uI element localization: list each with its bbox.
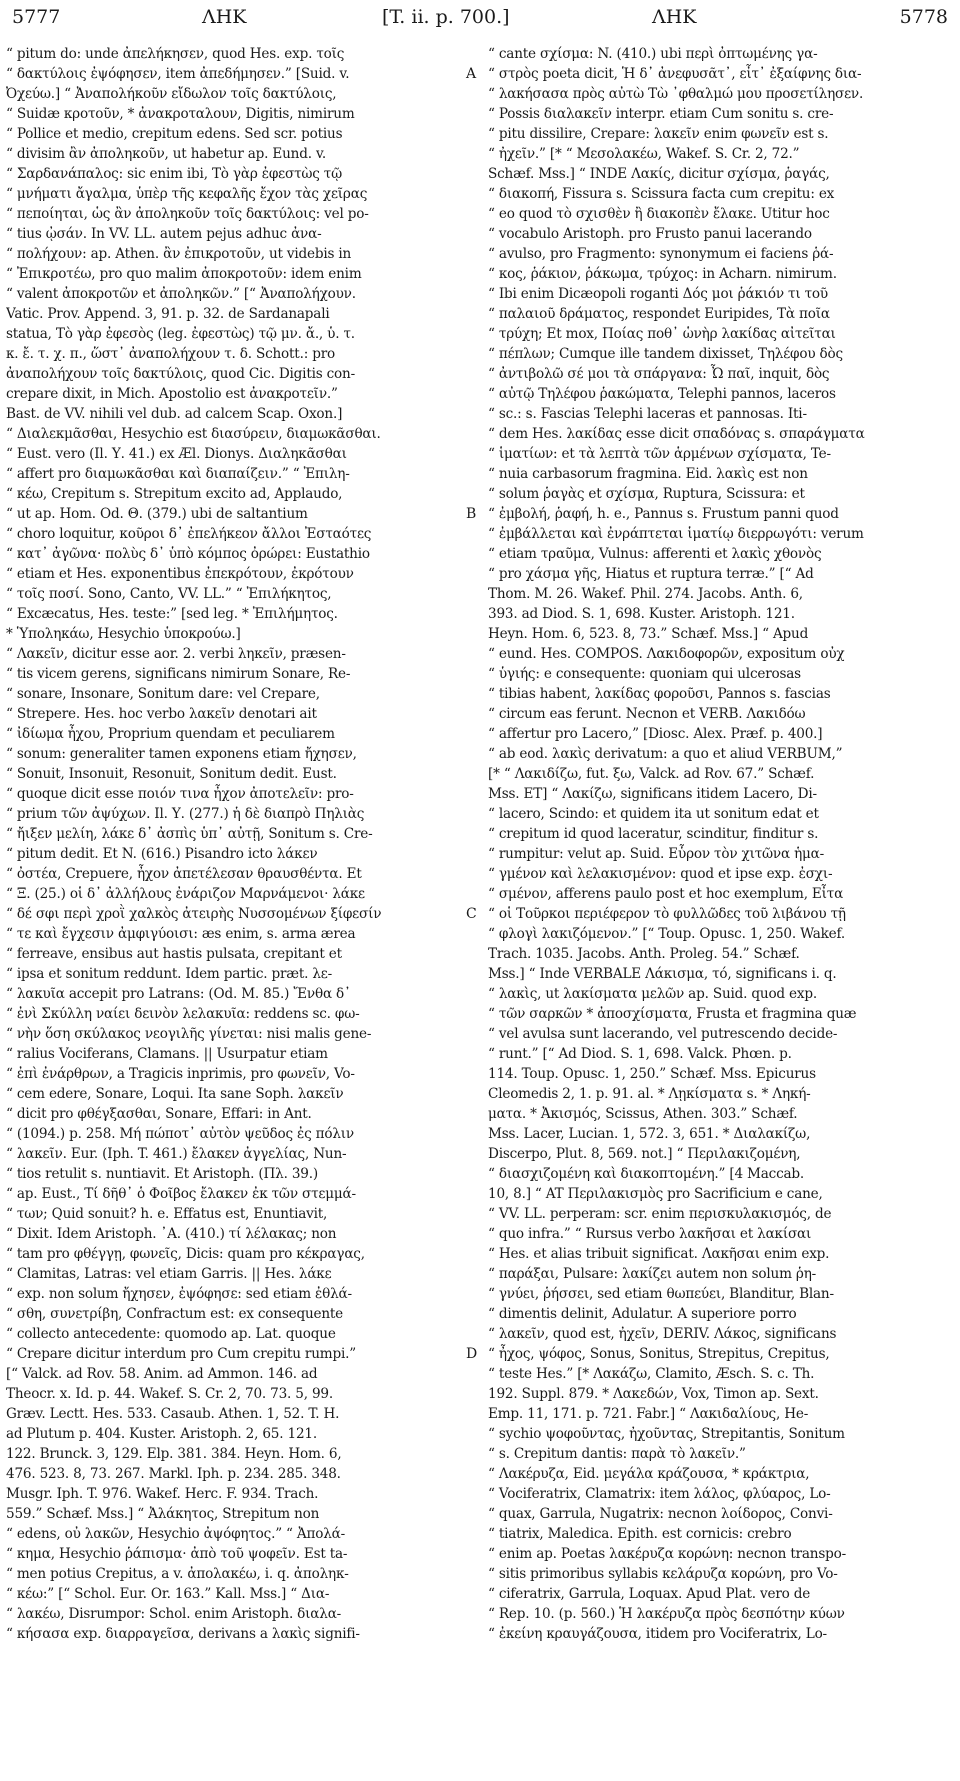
text-line: “ pitum do: unde ἀπελήκησεν, quod Hes. exp. τοῖς bbox=[6, 46, 345, 62]
text-line: Cleomedis 2, 1. p. 91. al. * Λῃκίσματα s. * Ληκή- bbox=[488, 1086, 811, 1102]
text-line: “ ἀντιβολῶ σέ μοι τὰ σπάργανα: Ὦ παῖ, inquit, δὸς bbox=[488, 366, 830, 382]
text-line: “ Suidæ κροτοῦν, * ἀνακροταλουν, Digitis, nimirum bbox=[6, 106, 355, 122]
text-line: “ Hes. et alias tribuit significat. Λακῆσαι enim exp. bbox=[488, 1246, 830, 1262]
text-line: ματα. * Ἀκισμός, Scissus, Athen. 303.” Schæf. bbox=[488, 1106, 798, 1122]
text-line: “ μνήματι ἄγαλμα, ὑπὲρ τῆς κεφαλῆς ἔχον τὰς χεῖρας bbox=[6, 186, 368, 202]
text-line: “ ferreave, ensibus aut hastis pulsata, crepitant et bbox=[6, 946, 342, 962]
text-line: “ λακυῖα accepit pro Latrans: (Od. M. 85.) Ἔνθα δ᾽ bbox=[6, 986, 351, 1002]
text-line: “ vel avulsa sunt lacerando, vel putrescendo decide- bbox=[488, 1026, 838, 1042]
text-line: “ Vociferatrix, Clamatrix: item λάλος, φλύαρος, Lo- bbox=[488, 1486, 831, 1502]
text-line: “ etiam τραῦμα, Vulnus: afferenti et λακὶς χθονὸς bbox=[488, 546, 822, 562]
text-line: Trach. 1035. Jacobs. Anth. Proleg. 54.” Schæf. bbox=[488, 946, 800, 962]
text-line: “ eund. Hes. COMPOS. Λακιδοφορῶν, expositum οὐχ bbox=[488, 646, 845, 662]
text-line: “ λακὶς, ut λακίσματα μελῶν ap. Suid. quod exp. bbox=[488, 986, 817, 1002]
text-line: Thom. M. 26. Wakef. Phil. 274. Jacobs. Anth. 6, bbox=[488, 586, 803, 602]
text-line: “ πεποίηται, ὡς ἂν ἀποληκοῦν τοῖς δακτύλοις: vel po- bbox=[6, 206, 369, 222]
text-line: “ Dixit. Idem Aristoph. ᾽Α. (410.) τί λέλακας; non bbox=[6, 1226, 337, 1242]
text-line: “ Λακέρυζα, Eid. μεγάλα κράζουσα, * κράκτρια, bbox=[488, 1466, 810, 1482]
text-line: “ ut ap. Hom. Od. Θ. (379.) ubi de saltantium bbox=[6, 506, 308, 522]
volume-reference: [T. ii. p. 700.] bbox=[382, 6, 510, 28]
text-line: “ pro χάσμα γῆς, Hiatus et ruptura terræ.” [“ Ad bbox=[488, 566, 814, 582]
text-line: “ Eust. vero (Il. Υ. 41.) ex Æl. Dionys. Διαληκᾶσθαι bbox=[6, 446, 347, 462]
text-line: * Ὑποληκάω, Hesychio ὑποκρούω.] bbox=[6, 626, 241, 642]
text-line: 122. Brunck. 3, 129. Elp. 381. 384. Heyn. Hom. 6, bbox=[6, 1446, 342, 1462]
text-line: 393. ad Diod. S. 1, 698. Kuster. Aristoph. 121. bbox=[488, 606, 795, 622]
text-line: “ ὑγιής: e consequente: quoniam qui ulcerosas bbox=[488, 666, 801, 682]
text-line: “ Διαλεκμᾶσθαι, Hesychio est διασύρειν, διαμωκᾶσθαι. bbox=[6, 426, 381, 442]
text-line: “ δέ σφι περὶ χροῒ χαλκὸς ἀτειρὴς Νυσσομένων ξίφεσίν bbox=[6, 906, 382, 922]
text-line: “ avulso, pro Fragmento: synonymum ei faciens ῥά- bbox=[488, 246, 834, 262]
text-line: Ὀχεύω.] “ Ἀναπολήκοῦν εἴδωλον τοῖς δακτύλοις, bbox=[6, 86, 337, 102]
text-line: “ γνύει, ῥήσσει, sed etiam θωπεύει, Blanditur, Blan- bbox=[488, 1286, 834, 1302]
text-line: crepare dixit, in Mich. Apostolio est ἀνακροτεῖν.” bbox=[6, 386, 338, 402]
text-line: “ men potius Crepitus, a v. ἀπολακέω, i. q. ἀποληκ- bbox=[6, 1566, 349, 1582]
text-line: “ sonum: generaliter tamen exponens etiam ἤχησεν, bbox=[6, 746, 357, 762]
text-line: “ Ξ. (25.) οἱ δ᾽ ἀλλήλους ἐνάριζον Μαρνάμενοι· λάκε bbox=[6, 886, 365, 902]
text-line: “ tios retulit s. nuntiavit. Et Aristoph. (Πλ. 39.) bbox=[6, 1166, 318, 1182]
text-line: 192. Suppl. 879. * Λακεδών, Vox, Timon ap. Sext. bbox=[488, 1386, 819, 1402]
text-line: “ tiatrix, Maledica. Epith. est cornicis: crebro bbox=[488, 1526, 792, 1542]
text-line: “ ipsa et sonitum reddunt. Idem partic. præt. λε- bbox=[6, 966, 333, 982]
text-line: 559.” Schæf. Mss.] “ Ἀλάκητος, Strepitum non bbox=[6, 1506, 320, 1522]
text-line: “ sc.: s. Fascias Telephi laceras et pannosas. Iti- bbox=[488, 406, 807, 422]
text-line: “ divisim ἂν ἀποληκοῦν, ut habetur ap. Eund. v. bbox=[6, 146, 326, 162]
text-line: “ ap. Eust., Τί δῆθ᾽ ὁ Φοῖβος ἔλακεν ἐκ τῶν στεμμά- bbox=[6, 1186, 356, 1202]
text-line: “ quax, Garrula, Nugatrix: necnon λοίδορος, Convi- bbox=[488, 1506, 833, 1522]
section-marker-b: B bbox=[466, 506, 477, 522]
section-marker-d: D bbox=[466, 1346, 478, 1362]
text-line: “ quoque dicit esse ποιόν τινα ἦχον ἀποτελεῖν: pro- bbox=[6, 786, 354, 802]
text-line: Græv. Lectt. Hes. 533. Casaub. Athen. 1, 52. T. H. bbox=[6, 1406, 340, 1422]
text-line: “ dem Hes. λακίδας esse dicit σπαδόνας s. σπαράγματα bbox=[488, 426, 865, 442]
text-line: “ ἐνὶ Σκύλλη ναίει δεινὸν λελακυῖα: reddens sc. φω- bbox=[6, 1006, 360, 1022]
text-line: “ λακήσασα πρὸς αὐτὼ Τὼ ᾽φθαλμώ μου προσετίλησεν. bbox=[488, 86, 864, 102]
text-line: “ pitu dissilire, Crepare: λακεῖν enim φωνεῖν est s. bbox=[488, 126, 829, 142]
right-column bbox=[488, 44, 956, 1774]
section-marker-a: A bbox=[466, 66, 477, 82]
text-line: “ sonare, Insonare, Sonitum dare: vel Crepare, bbox=[6, 686, 320, 702]
text-line: “ ἰδίωμα ἦχου, Proprium quendam et peculiarem bbox=[6, 726, 335, 742]
text-line: “ Excæcatus, Hes. teste:” [sed leg. * Ἐπιλήμητος. bbox=[6, 606, 338, 622]
section-marker-c: C bbox=[466, 906, 477, 922]
text-line: “ Strepere. Hes. hoc verbo λακεῖν denotari ait bbox=[6, 706, 317, 722]
text-line: “ λακέω, Disrumpor: Schol. enim Aristoph. διαλα- bbox=[6, 1606, 342, 1622]
text-line: “ etiam et Hes. exponentibus ἐπεκρότουν, ἐκρότουν bbox=[6, 566, 354, 582]
text-line: Heyn. Hom. 6, 523. 8, 73.” Schæf. Mss.] “ Apud bbox=[488, 626, 809, 642]
text-line: “ κατ᾽ ἀγῶνα· πολὺς δ᾽ ὑπὸ κόμπος ὀρώρει: Eustathio bbox=[6, 546, 370, 562]
text-line: “ Rep. 10. (p. 560.) Ἡ λακέρυζα πρὸς δεσπότην κύων bbox=[488, 1606, 845, 1622]
text-line: “ pitum dedit. Et N. (616.) Pisandro icto λάκεν bbox=[6, 846, 318, 862]
running-head-left: ΛΗΚ bbox=[202, 6, 247, 28]
text-line: “ rumpitur: velut ap. Suid. Εὗρον τὸν χιτῶνα ἡμα- bbox=[488, 846, 825, 862]
text-line: “ dicit pro φθέγξασθαι, Sonare, Effari: in Ant. bbox=[6, 1106, 312, 1122]
text-line: ad Plutum p. 404. Kuster. Aristoph. 2, 65. 121. bbox=[6, 1426, 317, 1442]
text-line: “ affertur pro Lacero,” [Diosc. Alex. Præf. p. 400.] bbox=[488, 726, 823, 742]
text-line: “ σθη, συνετρίβη, Confractum est: ex consequente bbox=[6, 1306, 344, 1322]
text-line: “ circum eas ferunt. Necnon et VERB. Λακιδόω bbox=[488, 706, 806, 722]
text-line: “ valent ἀποκροτῶν et ἀποληκῶν.” [“ Ἀναπολήχουν. bbox=[6, 286, 356, 302]
text-line: “ ὀστέα, Crepuere, ἦχον ἀπετέλεσαν θραυσθέντα. Et bbox=[6, 866, 362, 882]
text-line: “ ἐμβάλλεται καὶ ἐνράπτεται ἱματίῳ διερρωγότι: verum bbox=[488, 526, 864, 542]
text-line: “ σμένον, afferens paulo post et hoc exemplum, Εἶτα bbox=[488, 886, 844, 902]
page-number-left: 5777 bbox=[12, 6, 61, 28]
text-line: “ ἦχος, ψόφος, Sonus, Sonitus, Strepitus, Crepitus, bbox=[488, 1346, 830, 1362]
text-line: “ ἐμβολή, ῥαφή, h. e., Pannus s. Frustum panni quod bbox=[488, 506, 839, 522]
running-head-right: ΛΗΚ bbox=[652, 6, 697, 28]
text-line: “ runt.” [“ Ad Diod. S. 1, 698. Valck. Phœn. p. bbox=[488, 1046, 792, 1062]
text-line: “ νὴν ὅση σκύλακος νεογιλῆς γίνεται: nisi malis gene- bbox=[6, 1026, 372, 1042]
text-line: “ ciferatrix, Garrula, Loquax. Apud Plat. vero de bbox=[488, 1586, 811, 1602]
text-line: “ κέω, Crepitum s. Strepitum excito ad, Applaudo, bbox=[6, 486, 343, 502]
text-line: Mss. Lacer, Lucian. 1, 572. 3, 651. * Διαλακίζω, bbox=[488, 1126, 811, 1142]
text-line: Mss.] “ Inde VERBALE Λάκισμα, τό, significans i. q. bbox=[488, 966, 837, 982]
text-line: “ enim ap. Poetas λακέρυζα κορώνη: necnon transpo- bbox=[488, 1546, 846, 1562]
text-line: “ collecto antecedente: quomodo ap. Lat. quoque bbox=[6, 1326, 336, 1342]
text-line: “ prium τῶν ἀψύχων. Il. Υ. (277.) ἡ δὲ διαπρὸ Πηλιὰς bbox=[6, 806, 365, 822]
text-line: Musgr. Iph. T. 976. Wakef. Herc. F. 934. Trach. bbox=[6, 1486, 319, 1502]
text-line: Discerpo, Plut. 8, 569. not.] “ Περιλακιζομένη, bbox=[488, 1146, 801, 1162]
text-line: ἀναπολήχουν τοῖς δακτύλοις, quod Cic. Digitis con- bbox=[6, 366, 355, 382]
text-line: “ τοῖς ποσί. Sono, Canto, VV. LL.” “ Ἐπιλήκητος, bbox=[6, 586, 332, 602]
text-line: “ δακτύλοις ἐψόφησεν, item ἀπεδήμησεν.” [Suid. v. bbox=[6, 66, 350, 82]
text-line: Emp. 11, 171. p. 721. Fabr.] “ Λακιδαλίους, He- bbox=[488, 1406, 809, 1422]
text-line: “ tam pro φθέγγῃ, φωνεῖς, Dicis: quam pro κέκραγας, bbox=[6, 1246, 365, 1262]
text-line: “ exp. non solum ἤχησεν, ἐψόφησε: sed etiam ἐθλά- bbox=[6, 1286, 352, 1302]
text-line: 10, 8.] “ AT Περιλακισμὸς pro Sacrificium e cane, bbox=[488, 1186, 823, 1202]
text-line: “ tius ᾠσάν. In VV. LL. autem pejus adhuc ἀνα- bbox=[6, 226, 322, 242]
text-line: “ Pollice et medio, crepitum edens. Sed scr. potius bbox=[6, 126, 343, 142]
page-header bbox=[12, 6, 948, 36]
text-line: “ eo quod τὸ σχισθὲν ἢ διακοπὲν ἔλακε. Utitur hoc bbox=[488, 206, 830, 222]
text-line: “ ralius Vociferans, Clamans. || Usurpatur etiam bbox=[6, 1046, 328, 1062]
text-line: Schæf. Mss.] “ INDE Λακίς, dicitur σχίσμα, ῥαγάς, bbox=[488, 166, 830, 182]
text-line: “ κημα, Hesychio ῥάπισμα· ἀπὸ τοῦ ψοφεῖν. Est ta- bbox=[6, 1546, 348, 1562]
text-line: “ ἐπὶ ἐνάρθρων, a Tragicis inprimis, pro φωνεῖν, Vo- bbox=[6, 1066, 355, 1082]
text-line: “ ἠχεῖν.” [* “ Μεσολακέω, Wakef. S. Cr. 2, 72.” bbox=[488, 146, 800, 162]
text-line: “ tibias habent, λακίδας φοροῦσι, Pannos s. fascias bbox=[488, 686, 831, 702]
page-number-right: 5778 bbox=[899, 6, 948, 28]
text-line: “ solum ῥαγὰς et σχίσμα, Ruptura, Scissura: et bbox=[488, 486, 805, 502]
text-line: “ VV. LL. perperam: scr. enim περισκυλακισμός, de bbox=[488, 1206, 832, 1222]
text-line: “ πολήχουν: ap. Athen. ἂν ἐπικροτοῦν, ut videbis in bbox=[6, 246, 352, 262]
text-line: Vatic. Prov. Append. 3, 91. p. 32. de Sardanapali bbox=[6, 306, 330, 322]
text-line: “ διακοπή, Fissura s. Scissura facta cum crepitu: ex bbox=[488, 186, 835, 202]
text-line: [“ Valck. ad Rov. 58. Anim. ad Ammon. 146. ad bbox=[6, 1366, 318, 1382]
left-column bbox=[6, 44, 477, 1774]
text-line: “ πέπλων; Cumque ille tandem dixisset, Τηλέφου δὸς bbox=[488, 346, 843, 362]
text-line: “ γμένον καὶ λελακισμένον: quod et ipse exp. ἐσχι- bbox=[488, 866, 833, 882]
text-line: “ τῶν σαρκῶν * ἀποσχίσματα, Frusta et fragmina quæ bbox=[488, 1006, 857, 1022]
text-line: “ κήσασα exp. διαρραγεῖσα, derivans a λακὶς signifi- bbox=[6, 1626, 360, 1642]
text-line: “ των; Quid sonuit? h. e. Effatus est, Enuntiavit, bbox=[6, 1206, 328, 1222]
text-line: 114. Toup. Opusc. 1, 250.” Schæf. Mss. Epicurus bbox=[488, 1066, 816, 1082]
text-line: “ (1094.) p. 258. Μή πώποτ᾽ αὐτὸν ψεῦδος ἐς πόλιν bbox=[6, 1126, 354, 1142]
text-line: “ tis vicem gerens, significans nimirum Sonare, Re- bbox=[6, 666, 351, 682]
text-line: “ κέω:” [“ Schol. Eur. Or. 163.” Kall. Mss.] “ Δια- bbox=[6, 1586, 330, 1602]
text-line: Mss. ET] “ Λακίζω, significans itidem Lacero, Di- bbox=[488, 786, 817, 802]
text-line: “ Clamitas, Latras: vel etiam Garris. || Hes. λάκε bbox=[6, 1266, 332, 1282]
text-line: “ παλαιοῦ δράματος, respondet Euripides, Τὰ ποῖα bbox=[488, 306, 830, 322]
text-line: “ cante σχίσμα: N. (410.) ubi περὶ ὀπτωμένης γα- bbox=[488, 46, 818, 62]
text-line: “ κος, ῥάκιον, ῥάκωμα, τρύχος: in Acharn. nimirum. bbox=[488, 266, 837, 282]
text-line: “ cem edere, Sonare, Loqui. Ita sane Soph. λακεῖν bbox=[6, 1086, 344, 1102]
text-line: “ sitis primoribus syllabis κελάρυζα κορώνη, pro Vo- bbox=[488, 1566, 838, 1582]
text-line: “ Ἐπικροτέω, pro quo malim ἀποκροτοῦν: idem enim bbox=[6, 266, 362, 282]
text-line: statua, Τὸ γὰρ ἐφεσὸς (leg. ἐφεστὼς) τῷ μν. ἄ., ὑ. τ. bbox=[6, 326, 355, 342]
text-line: “ ἐκείνη κραυγάζουσα, itidem pro Vociferatrix, Lo- bbox=[488, 1626, 827, 1642]
text-line: “ ἱματίων: et τὰ λεπτὰ τῶν ἁρμένων σχίσματα, Te- bbox=[488, 446, 831, 462]
text-line: “ παράξαι, Pulsare: λακίζει autem non solum ῥη- bbox=[488, 1266, 817, 1282]
text-line: “ Crepare dicitur interdum pro Cum crepitu rumpi.” bbox=[6, 1346, 356, 1362]
text-line: “ Ibi enim Dicæopoli roganti Δός μοι ῥάκιόν τι τοῦ bbox=[488, 286, 828, 302]
text-line: “ ἤιξεν μελίη, λάκε δ᾽ ἀσπὶς ὑπ᾽ αὐτῇ, Sonitum s. Cre- bbox=[6, 826, 373, 842]
text-line: “ crepitum id quod laceratur, scinditur, finditur s. bbox=[488, 826, 819, 842]
text-line: “ στρὸς poeta dicit, Ἡ δ᾽ ἀνεφυσᾶτ᾽, εἶτ᾽ ἐξαίφνης δια- bbox=[488, 66, 862, 82]
text-line: “ sychio ψοφοῦντας, ἠχοῦντας, Strepitantis, Sonitum bbox=[488, 1426, 845, 1442]
text-line: Theocr. x. Id. p. 44. Wakef. S. Cr. 2, 70. 73. 5, 99. bbox=[6, 1386, 333, 1402]
text-line: “ nuia carbasorum fragmina. Eid. λακὶς est non bbox=[488, 466, 808, 482]
text-line: “ ab eod. λακὶς derivatum: a quo et aliud VERBUM,” bbox=[488, 746, 843, 762]
text-line: “ Sonuit, Insonuit, Resonuit, Sonitum dedit. Eust. bbox=[6, 766, 337, 782]
text-line: “ τρύχη; Et mox, Ποίας ποθ᾽ ὡνὴρ λακίδας αἰτεῖται bbox=[488, 326, 836, 342]
text-line: “ λακεῖν, quod est, ἠχεῖν, DERIV. Λάκος, significans bbox=[488, 1326, 837, 1342]
text-line: “ λακεῖν. Eur. (Iph. T. 461.) ἔλακεν ἀγγελίας, Nun- bbox=[6, 1146, 347, 1162]
text-line: “ Possis διαλακεῖν interpr. etiam Cum sonitu s. cre- bbox=[488, 106, 834, 122]
text-line: “ quo infra.” “ Rursus verbo λακῆσαι et λακίσαι bbox=[488, 1226, 812, 1242]
text-line: “ lacero, Scindo: et quidem ita ut sonitum edat et bbox=[488, 806, 819, 822]
text-line: 476. 523. 8, 73. 267. Markl. Iph. p. 234. 285. 348. bbox=[6, 1466, 341, 1482]
text-line: “ choro loquitur, κοῦροι δ᾽ ἐπελήκεον ἄλλοι Ἐσταότες bbox=[6, 526, 372, 542]
text-line: “ teste Hes.” [* Λακάζω, Clamito, Æsch. S. c. Th. bbox=[488, 1366, 815, 1382]
text-line: “ Σαρδανάπαλος: sic enim ibi, Τὸ γὰρ ἐφεστὼς τῷ bbox=[6, 166, 343, 182]
text-line: “ edens, οὐ λακῶν, Hesychio ἀψόφητος.” “ Ἀπολά- bbox=[6, 1526, 346, 1542]
text-line: “ Λακεῖν, dicitur esse aor. 2. verbi ληκεῖν, præsen- bbox=[6, 646, 346, 662]
text-line: “ φλογὶ λακιζόμενον.” [“ Toup. Opusc. 1, 250. Wakef. bbox=[488, 926, 845, 942]
text-line: [* “ Λακιδίζω, fut. ξω, Valck. ad Rov. 67.” Schæf. bbox=[488, 766, 815, 782]
text-line: “ οἱ Τοῦρκοι περιέφερον τὸ φυλλῶδες τοῦ λιβάνου τῇ bbox=[488, 906, 846, 922]
text-line: “ vocabulo Aristoph. pro Frusto panui lacerando bbox=[488, 226, 812, 242]
text-line: “ αὐτῷ Τηλέφου ῥακώματα, Telephi pannos, laceros bbox=[488, 386, 836, 402]
text-line: “ τε καὶ ἔγχεσιν ἀμφιγύοισι: æs enim, s. arma ærea bbox=[6, 926, 356, 942]
text-line: “ affert pro διαμωκᾶσθαι καὶ διαπαίζειν.” “ Ἐπιλη- bbox=[6, 466, 350, 482]
text-line: κ. ἔ. τ. χ. π., ὥστ᾽ ἀναπολήχουν τ. δ. Schott.: pro bbox=[6, 346, 335, 362]
text-line: “ dimentis delinit, Adulatur. A superiore porro bbox=[488, 1306, 797, 1322]
text-line: Bast. de VV. nihili vel dub. ad calcem Scap. Oxon.] bbox=[6, 406, 343, 422]
text-line: “ s. Crepitum dantis: παρὰ τὸ λακεῖν.” bbox=[488, 1446, 746, 1462]
text-line: “ διασχιζομένη καὶ διακοπτομένη.” [4 Maccab. bbox=[488, 1166, 805, 1182]
